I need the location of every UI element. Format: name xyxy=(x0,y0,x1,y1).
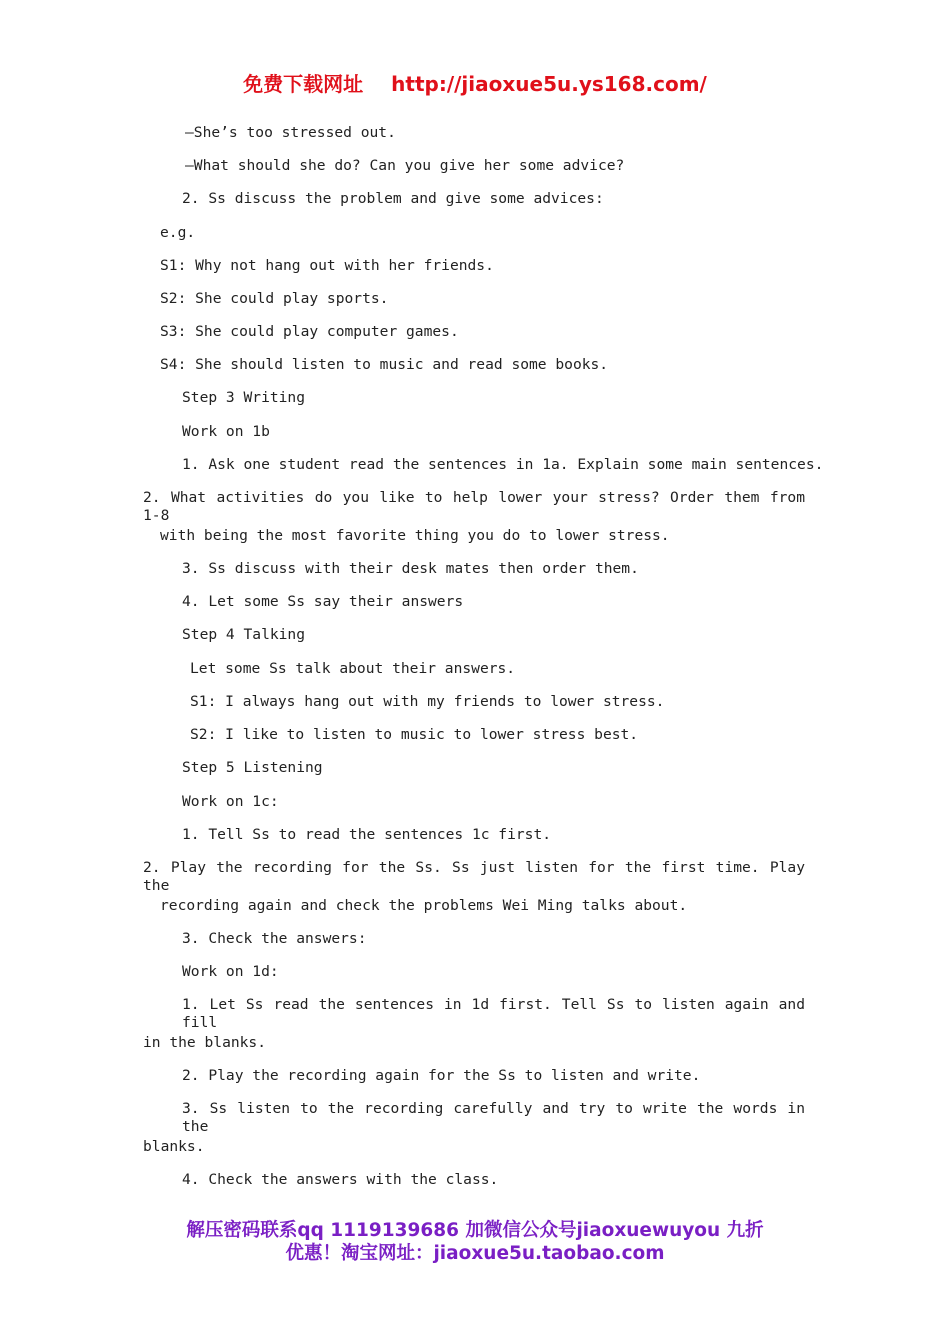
text-line: recording again and check the problems Wei Ming talks about. xyxy=(160,897,688,914)
text-line: Let some Ss talk about their answers. xyxy=(190,660,516,677)
text-line: 2. Ss discuss the problem and give some advices: xyxy=(182,190,604,207)
page-header xyxy=(0,68,950,97)
text-line: 3. Check the answers: xyxy=(182,930,367,947)
text-line: 3. Ss discuss with their desk mates then order them. xyxy=(182,560,639,577)
text-line: 4. Check the answers with the class. xyxy=(182,1171,499,1188)
step-heading: Step 3 Writing xyxy=(182,389,306,406)
text-line: S1: Why not hang out with her friends. xyxy=(160,257,494,274)
header-url-link[interactable]: http://jiaoxue5u.ys168.com/ xyxy=(391,72,707,96)
footer-line-1: 解压密码联系qq 1119139686 加微信公众号jiaoxuewuyou 九折 xyxy=(186,1220,764,1241)
step-heading: Step 5 Listening xyxy=(182,759,323,776)
text-line: S1: I always hang out with my friends to lower stress. xyxy=(190,693,665,710)
text-line: S3: She could play computer games. xyxy=(160,323,459,340)
step-heading: Step 4 Talking xyxy=(182,626,306,643)
text-line: 3. Ss listen to the recording carefully and try to write the words in the xyxy=(182,1100,805,1135)
text-line: 1. Let Ss read the sentences in 1d first. Tell Ss to listen again and fill xyxy=(182,996,805,1031)
text-line: Work on 1d: xyxy=(182,963,279,980)
text-line: e.g. xyxy=(160,224,196,241)
text-line: 2. Play the recording again for the Ss to listen and write. xyxy=(182,1067,701,1084)
text-line: 2. Play the recording for the Ss. Ss just listen for the first time. Play the xyxy=(143,859,805,894)
text-line: Work on 1c: xyxy=(182,793,279,810)
text-line: blanks. xyxy=(143,1138,205,1155)
text-line: 2. What activities do you like to help lower your stress? Order them from 1-8 xyxy=(143,489,805,524)
text-line: S2: I like to listen to music to lower stress best. xyxy=(190,726,639,743)
text-line: 1. Tell Ss to read the sentences 1c first. xyxy=(182,826,552,843)
text-line: —What should she do? Can you give her some advice? xyxy=(185,157,625,174)
text-line: —She’s too stressed out. xyxy=(185,124,396,141)
text-line: 4. Let some Ss say their answers xyxy=(182,593,464,610)
text-line: with being the most favorite thing you do to lower stress. xyxy=(160,527,670,544)
text-line: S2: She could play sports. xyxy=(160,290,389,307)
text-line: in the blanks. xyxy=(143,1034,267,1051)
text-line: 1. Ask one student read the sentences in 1a. Explain some main sentences. xyxy=(182,456,824,473)
header-label: 免费下载网址 xyxy=(243,72,364,96)
text-line: S4: She should listen to music and read some books. xyxy=(160,356,609,373)
text-line: Work on 1b xyxy=(182,423,270,440)
footer-line-2: 优惠！淘宝网址：jiaoxue5u.taobao.com xyxy=(285,1243,665,1264)
